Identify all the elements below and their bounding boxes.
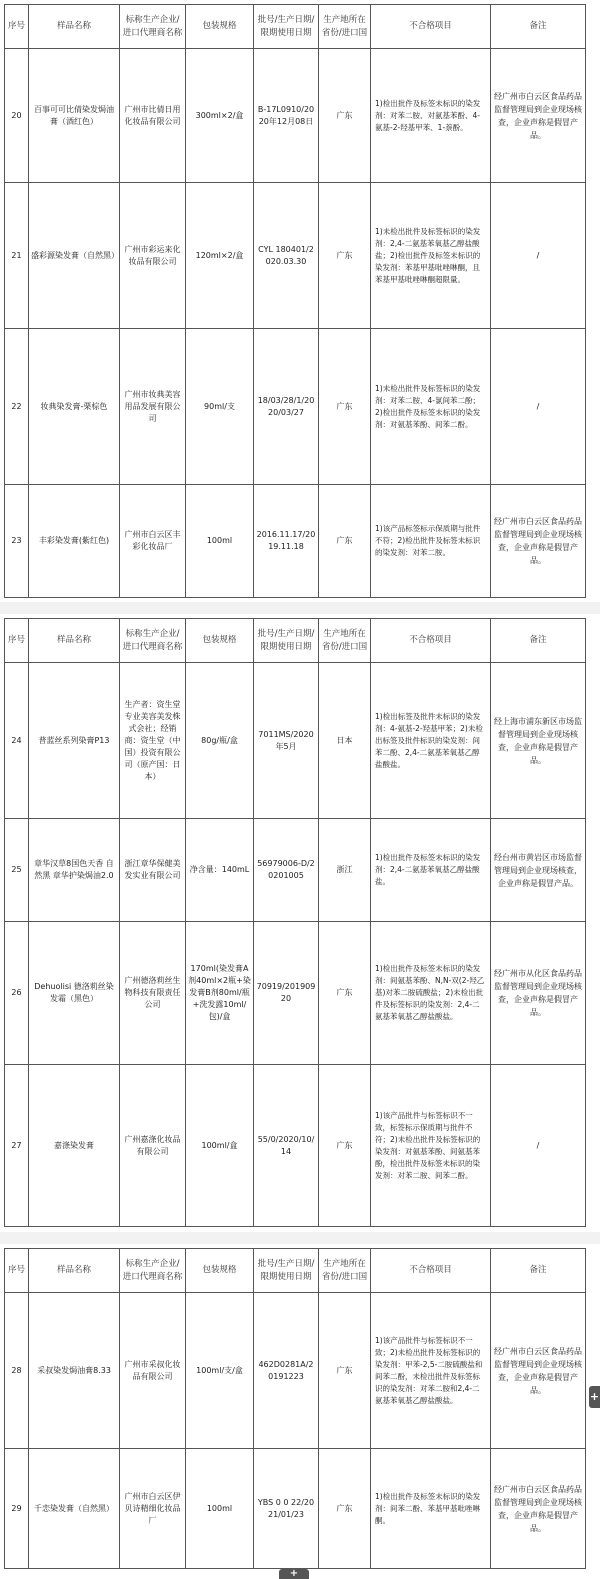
cell-origin: 广东	[319, 49, 371, 183]
header-maker: 标称生产企业/进口代理商名称	[120, 1249, 186, 1293]
table-row	[5, 922, 586, 1065]
cell-maker: 广州市白云区丰彩化妆品厂	[120, 485, 186, 598]
cell-issues: 1)检出批件及标签未标识的染发剂：2,4-二氨基苯氧基乙醇盐酸盐。	[371, 819, 491, 922]
cell-maker: 广州市妆典美容用品发展有限公司	[120, 329, 186, 485]
cell-maker: 生产者：资生堂专业美容美发株式会社；经销商：资生堂（中国）投资有限公司（原产国：日本）	[120, 663, 186, 819]
header-remarks: 备注	[491, 619, 586, 663]
cell-name: 丰彩染发膏(紫红色)	[29, 485, 120, 598]
cell-origin: 广东	[319, 1449, 371, 1569]
cell-name: Dehuolisi 德洛莉丝染发霜（黑色）	[29, 922, 120, 1065]
cell-maker: 广州市采叔化妆品有限公司	[120, 1293, 186, 1449]
cell-name: 普蓝丝系列染膏P13	[29, 663, 120, 819]
cell-origin: 广东	[319, 922, 371, 1065]
cell-no: 20	[5, 49, 29, 183]
table-sheet-1	[0, 0, 600, 602]
header-issues: 不合格项目	[371, 5, 491, 49]
cell-issues: 1)未检出批件及标签标识的染发剂：2,4-二氨基苯氧基乙醇盐酸盐；2)检出批件及标签未标识的染发剂：苯基甲基吡唑啉酮，且苯基甲基吡唑啉酮超限量。	[371, 183, 491, 329]
results-table-2	[4, 618, 586, 1227]
table-row	[5, 329, 586, 485]
cell-origin: 广东	[319, 183, 371, 329]
cell-batch: 7011MS/2020年5月	[254, 663, 319, 819]
cell-no: 22	[5, 329, 29, 485]
cell-batch: 462D0281A/20191223	[254, 1293, 319, 1449]
cell-batch: 55/0/2020/10/14	[254, 1065, 319, 1227]
cell-issues: 1)该产品批件与标签标识不一致，标签标示保质期与批件不符；2)未检出批件及标签标识的染发剂：对氨基苯酚、间氨基苯酚，检出批件及标签未标识的染发剂：对苯二胺、间苯二酚。	[371, 1065, 491, 1227]
cell-name: 章华汉草8国色天香 自然黑 章华护染焗油2.0	[29, 819, 120, 922]
cell-name: 盛彩源染发膏（自然黑）	[29, 183, 120, 329]
table-row	[5, 1449, 586, 1569]
cell-origin: 广东	[319, 1065, 371, 1227]
header-row	[5, 1249, 586, 1293]
cell-issues: 1)检出批件及标签未标识的染发剂：对苯二胺、对氨基苯酚、4-氨基-2-羟基甲苯、1-萘酚。	[371, 49, 491, 183]
table-row	[5, 819, 586, 922]
cell-name: 妆典染发膏-栗棕色	[29, 329, 120, 485]
header-batch: 批号/生产日期/限期使用日期	[254, 619, 319, 663]
cell-origin: 广东	[319, 329, 371, 485]
cell-no: 25	[5, 819, 29, 922]
side-expand-button[interactable]: +	[589, 1386, 600, 1408]
cell-remarks: /	[491, 1065, 586, 1227]
cell-spec: 净含量：140mL	[186, 819, 254, 922]
sheet-gap	[0, 602, 600, 614]
cell-remarks: /	[491, 329, 586, 485]
header-no: 序号	[5, 619, 29, 663]
cell-spec: 100ml/盒	[186, 1065, 254, 1227]
cell-no: 28	[5, 1293, 29, 1449]
header-no: 序号	[5, 1249, 29, 1293]
cell-spec: 100ml	[186, 485, 254, 598]
table-row	[5, 485, 586, 598]
results-table-3	[4, 1248, 586, 1569]
cell-maker: 广州德洛莉丝生物科技有限责任公司	[120, 922, 186, 1065]
table-sheet-3	[0, 1244, 600, 1579]
header-row	[5, 5, 586, 49]
cell-spec: 170ml(染发膏A剂40ml×2瓶+染发膏B剂80ml/瓶+洗发露10ml/包)/盒	[186, 922, 254, 1065]
cell-batch: CYL 180401/2020.03.30	[254, 183, 319, 329]
cell-origin: 日本	[319, 663, 371, 819]
header-batch: 批号/生产日期/限期使用日期	[254, 1249, 319, 1293]
cell-batch: 70919/20190920	[254, 922, 319, 1065]
cell-name: 嘉涤染发膏	[29, 1065, 120, 1227]
cell-no: 21	[5, 183, 29, 329]
cell-issues: 1)该产品批件与标签标识不一致；2)未检出批件及标签标识的染发剂：甲苯-2,5-二胺硫酸盐和间苯二酚，未检出批件及标签标识的染发剂：对苯二胺和2,4-二氨基苯氧基乙醇盐酸盐。	[371, 1293, 491, 1449]
cell-origin: 浙江	[319, 819, 371, 922]
table-row	[5, 1293, 586, 1449]
cell-issues: 1)未检出批件及标签标识的染发剂：对苯二胺、4-氯间苯二酚；2)检出批件及标签未标识的染发剂：对氨基苯酚、间苯二酚。	[371, 329, 491, 485]
table-row	[5, 183, 586, 329]
cell-spec: 100ml	[186, 1449, 254, 1569]
cell-issues: 1)检出批件及标签未标识的染发剂：间苯二酚、苯基甲基吡唑啉酮。	[371, 1449, 491, 1569]
cell-remarks: 经上海市浦东新区市场监督管理局到企业现场核查，企业声称是假冒产品。	[491, 663, 586, 819]
table-row	[5, 49, 586, 183]
cell-remarks: 经广州市从化区食品药品监督管理局到企业现场核查，企业声称是假冒产品。	[491, 922, 586, 1065]
header-remarks: 备注	[491, 5, 586, 49]
cell-no: 29	[5, 1449, 29, 1569]
table-row	[5, 1065, 586, 1227]
header-spec: 包装规格	[186, 1249, 254, 1293]
cell-issues: 1)检出批件及标签未标识的染发剂：间氨基苯酚、N,N-双(2-羟乙基)对苯二胺硫酸盐；2)未检出批件及标签标识的染发剂：2,4-二氨基苯氧基乙醇盐酸盐。	[371, 922, 491, 1065]
results-table-1	[4, 4, 586, 598]
cell-name: 百事可可比倩染发焗油膏（酒红色）	[29, 49, 120, 183]
cell-maker: 广州市白云区伊贝诗精细化妆品厂	[120, 1449, 186, 1569]
cell-name: 采叔染发焗油膏8.33	[29, 1293, 120, 1449]
cell-issues: 1)检出标签及批件未标识的染发剂：4-氨基-2-羟基甲苯；2)未检出标签及批件标识的染发剂：间苯二酚、2,4-二氨基苯氧基乙醇盐酸盐。	[371, 663, 491, 819]
cell-maker: 广州嘉涤化妆品有限公司	[120, 1065, 186, 1227]
cell-batch: YBS 0 0 22/2021/01/23	[254, 1449, 319, 1569]
sheet-gap	[0, 1232, 600, 1244]
cell-remarks: 经广州市白云区食品药品监督管理局到企业现场核查，企业声称是假冒产品。	[491, 49, 586, 183]
header-batch: 批号/生产日期/限期使用日期	[254, 5, 319, 49]
cell-maker: 广州市比倩日用化妆品有限公司	[120, 49, 186, 183]
header-maker: 标称生产企业/进口代理商名称	[120, 619, 186, 663]
cell-batch: B-17L0910/2020年12月08日	[254, 49, 319, 183]
header-name: 样品名称	[29, 1249, 120, 1293]
cell-batch: 56979006-D/20201005	[254, 819, 319, 922]
bottom-expand-button[interactable]: +	[279, 1569, 309, 1579]
header-origin: 生产地所在省份/进口国	[319, 5, 371, 49]
cell-spec: 300ml×2/盒	[186, 49, 254, 183]
cell-name: 千恋染发膏（自然黑）	[29, 1449, 120, 1569]
cell-remarks: 经台州市黄岩区市场监督管理局到企业现场核查，企业声称是假冒产品。	[491, 819, 586, 922]
header-row	[5, 619, 586, 663]
header-issues: 不合格项目	[371, 1249, 491, 1293]
cell-origin: 广东	[319, 1293, 371, 1449]
cell-maker: 广州市彩运来化妆品有限公司	[120, 183, 186, 329]
cell-origin: 广东	[319, 485, 371, 598]
table-sheet-2	[0, 614, 600, 1232]
table-row	[5, 663, 586, 819]
header-origin: 生产地所在省份/进口国	[319, 1249, 371, 1293]
cell-batch: 2016.11.17/2019.11.18	[254, 485, 319, 598]
cell-batch: 18/03/28/1/2020/03/27	[254, 329, 319, 485]
header-no: 序号	[5, 5, 29, 49]
cell-remarks: 经广州市白云区食品药品监督管理局到企业现场核查，企业声称是假冒产品。	[491, 485, 586, 598]
header-remarks: 备注	[491, 1249, 586, 1293]
cell-issues: 1)该产品标签标示保质期与批件不符；2)检出批件及标签未标识的染发剂：对苯二胺。	[371, 485, 491, 598]
cell-remarks: /	[491, 183, 586, 329]
cell-spec: 120ml×2/盒	[186, 183, 254, 329]
header-maker: 标称生产企业/进口代理商名称	[120, 5, 186, 49]
header-origin: 生产地所在省份/进口国	[319, 619, 371, 663]
cell-spec: 80g/瓶/盒	[186, 663, 254, 819]
cell-no: 26	[5, 922, 29, 1065]
cell-maker: 浙江章华保健美发实业有限公司	[120, 819, 186, 922]
header-name: 样品名称	[29, 619, 120, 663]
cell-no: 23	[5, 485, 29, 598]
cell-spec: 100ml/支/盒	[186, 1293, 254, 1449]
cell-no: 27	[5, 1065, 29, 1227]
header-name: 样品名称	[29, 5, 120, 49]
cell-no: 24	[5, 663, 29, 819]
header-issues: 不合格项目	[371, 619, 491, 663]
cell-remarks: 经广州市白云区食品药品监督管理局到企业现场核查，企业声称是假冒产品。	[491, 1449, 586, 1569]
header-spec: 包装规格	[186, 619, 254, 663]
cell-remarks: 经广州市白云区食品药品监督管理局到企业现场核查，企业声称是假冒产品。	[491, 1293, 586, 1449]
cell-spec: 90ml/支	[186, 329, 254, 485]
header-spec: 包装规格	[186, 5, 254, 49]
